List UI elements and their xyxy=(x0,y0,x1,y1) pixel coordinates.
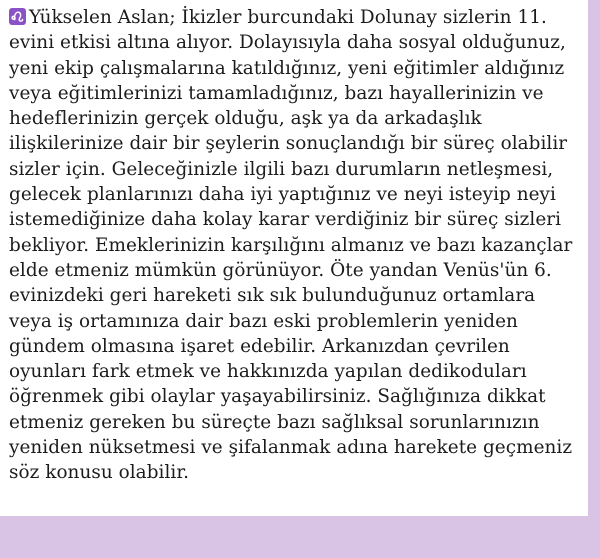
post-line xyxy=(9,5,585,30)
post-text xyxy=(9,5,585,486)
post-line: etmeniz gereken bu süreçte bazı sağlıksal sorunlarınızın xyxy=(9,411,540,433)
post-line: oyunları fark etmek ve hakkınızda yapılan dedikoduları xyxy=(9,361,527,383)
post-line: hedeflerinizin gerçek olduğu, aşk ya da arkadaşlık xyxy=(9,108,482,130)
post-line: öğrenmek gibi olaylar yaşayabilirsiniz. Sağlığınıza dikkat xyxy=(9,386,546,408)
post-line: veya eğitimlerinizi tamamladığınız, bazı hayallerinizin ve xyxy=(9,82,544,104)
post-line-text: Yükselen Aslan; İkizler burcundaki Dolunay sizlerin 11. xyxy=(29,7,547,28)
post-line: evini etkisi altına alıyor. Dolayısıyla daha sosyal olduğunuz, xyxy=(9,32,566,54)
post-line: ilişkilerinize dair bir şeylerin sonuçlandığı bir süreç olabilir xyxy=(9,133,568,155)
post-line: gündem olmasına işaret edebilir. Arkanızdan çevrilen xyxy=(9,335,510,357)
post-line: yeniden nüksetmesi ve şifalanmak adına harekete geçmeniz xyxy=(9,437,573,459)
post-line: gelecek planlarınızı daha iyi yaptığınız ve neyi isteyip neyi xyxy=(9,184,556,206)
post-line: yeni ekip çalışmalarına katıldığınız, yeni eğitimler aldığınız xyxy=(9,57,565,79)
leo-zodiac-icon xyxy=(9,8,26,25)
post-line: evinizdeki geri hareketi sık sık bulunduğunuz ortamlara xyxy=(9,285,536,307)
post-line: elde etmeniz mümkün görünüyor. Öte yandan Venüs'ün 6. xyxy=(9,259,552,281)
post-line: söz konusu olabilir. xyxy=(9,462,190,484)
post-line: veya iş ortamınıza dair bazı eski problemlerin yeniden xyxy=(9,310,518,332)
post-line: bekliyor. Emeklerinizin karşılığını almanız ve bazı kazançlar xyxy=(9,234,573,256)
post-line: istemediğinize daha kolay karar verdiğiniz bir süreç sizleri xyxy=(9,209,562,231)
post-line: sizler için. Geleceğinizle ilgili bazı durumların netleşmesi, xyxy=(9,158,554,180)
